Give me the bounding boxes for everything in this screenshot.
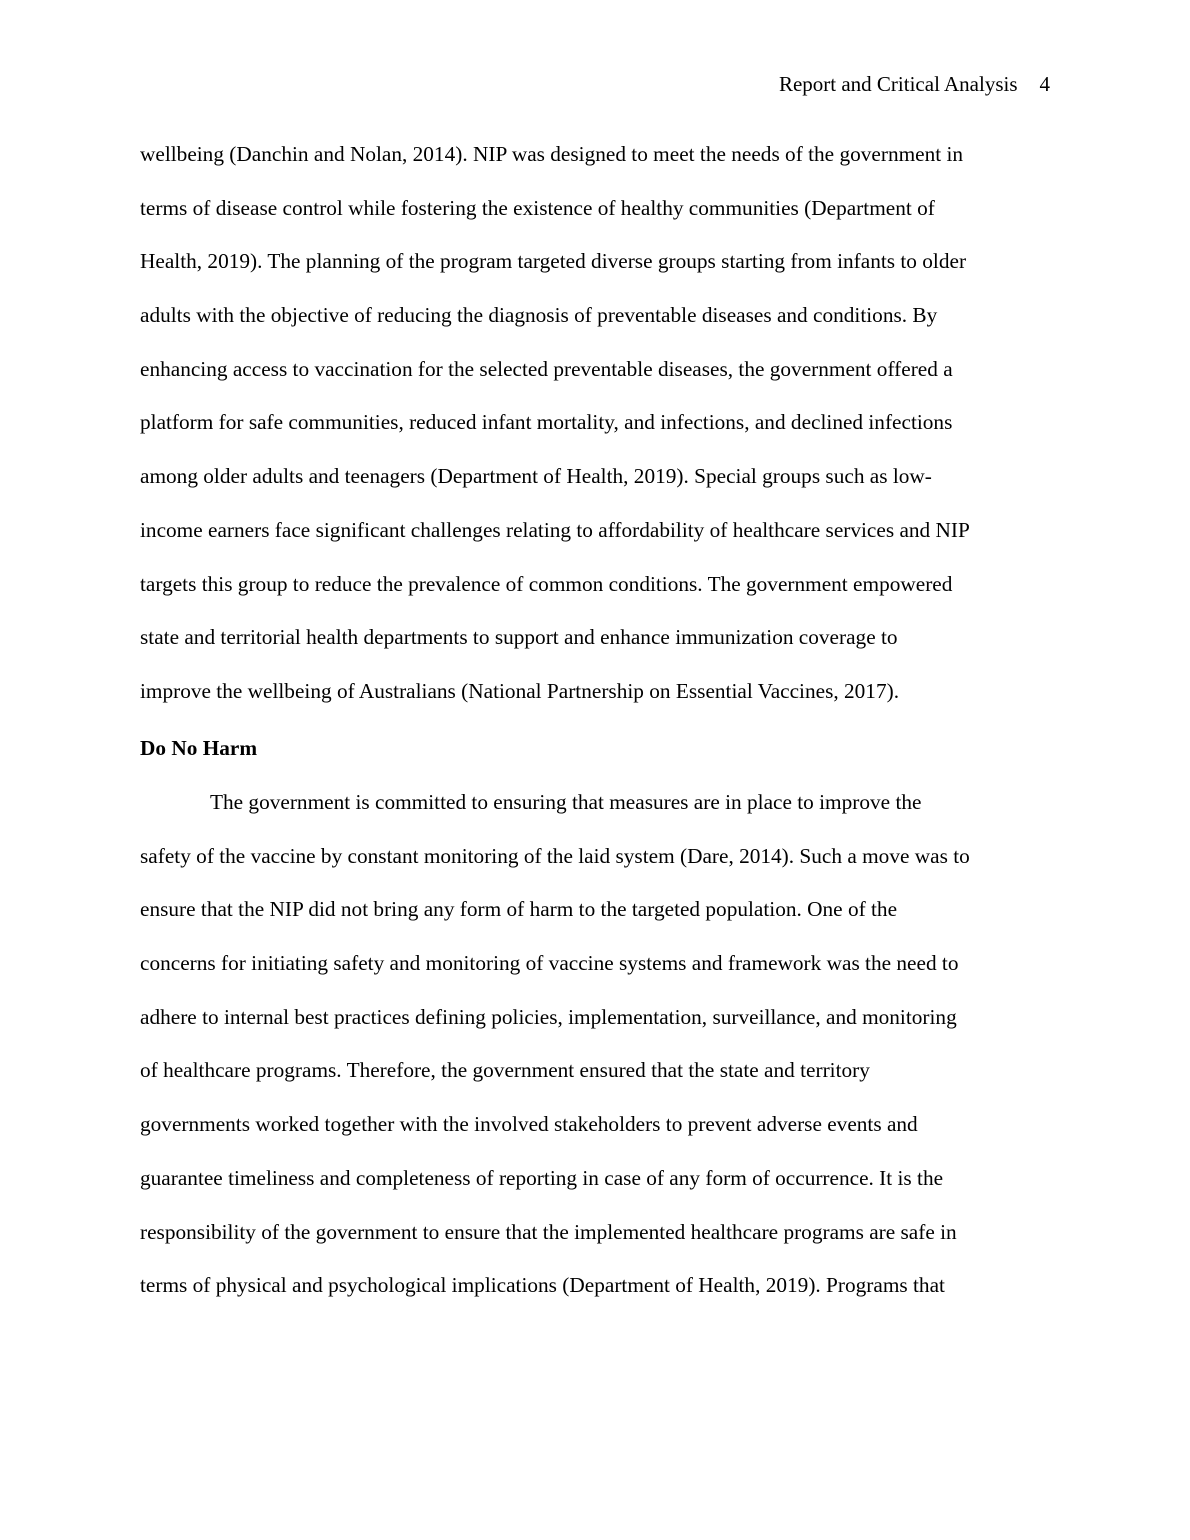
page-header bbox=[779, 70, 1050, 98]
paragraph-line: of healthcare programs. Therefore, the government ensured that the state and territory bbox=[140, 1058, 870, 1083]
paragraph-line: terms of disease control while fostering the existence of healthy communities (Department of bbox=[140, 195, 935, 220]
paragraph-line: wellbeing (Danchin and Nolan, 2014). NIP was designed to meet the needs of the government in bbox=[140, 142, 964, 166]
paragraph-line: responsibility of the government to ensure that the implemented healthcare programs are safe in bbox=[140, 1219, 957, 1244]
paragraph-1 bbox=[140, 140, 1052, 731]
paragraph-line: platform for safe communities, reduced infant mortality, and infections, and declined infections bbox=[140, 410, 953, 435]
paragraph-line: guarantee timeliness and completeness of reporting in case of any form of occurrence. It is the bbox=[140, 1165, 944, 1190]
paragraph-line: terms of physical and psychological implications (Department of Health, 2019). Programs that bbox=[140, 1273, 945, 1298]
paragraph-2 bbox=[140, 788, 1052, 1325]
paragraph-line: among older adults and teenagers (Department of Health, 2019). Special groups such as low- bbox=[140, 464, 932, 489]
paragraph-line: safety of the vaccine by constant monitoring of the laid system (Dare, 2014). Such a move was to bbox=[140, 843, 970, 868]
paragraph-line: improve the wellbeing of Australians (National Partnership on Essential Vaccines, 2017). bbox=[140, 678, 900, 703]
paragraph-line: governments worked together with the involved stakeholders to prevent adverse events and bbox=[140, 1112, 918, 1137]
paragraph-line: enhancing access to vaccination for the selected preventable diseases, the government offered a bbox=[140, 356, 953, 381]
paragraph-line: targets this group to reduce the prevalence of common conditions. The government empowered bbox=[140, 571, 953, 596]
page-number: 4 bbox=[1039, 72, 1050, 96]
paragraph-line: income earners face significant challenges relating to affordability of healthcare services and NIP bbox=[140, 517, 970, 542]
paragraph-line: concerns for initiating safety and monitoring of vaccine systems and framework was the need to bbox=[140, 951, 959, 976]
paragraph-line: Health, 2019). The planning of the program targeted diverse groups starting from infants to older bbox=[140, 249, 967, 274]
paragraph-line: ensure that the NIP did not bring any form of harm to the targeted population. One of the bbox=[140, 897, 898, 922]
paragraph-line: adhere to internal best practices defining policies, implementation, surveillance, and monitoring bbox=[140, 1004, 957, 1029]
section-heading: Do No Harm bbox=[140, 736, 258, 760]
paragraph-line: state and territorial health departments to support and enhance immunization coverage to bbox=[140, 625, 898, 650]
paragraph-line: The government is committed to ensuring that measures are in place to improve the bbox=[210, 790, 922, 814]
running-head: Report and Critical Analysis bbox=[778, 72, 1018, 96]
paragraph-line: adults with the objective of reducing the diagnosis of preventable diseases and conditions. By bbox=[140, 303, 938, 328]
